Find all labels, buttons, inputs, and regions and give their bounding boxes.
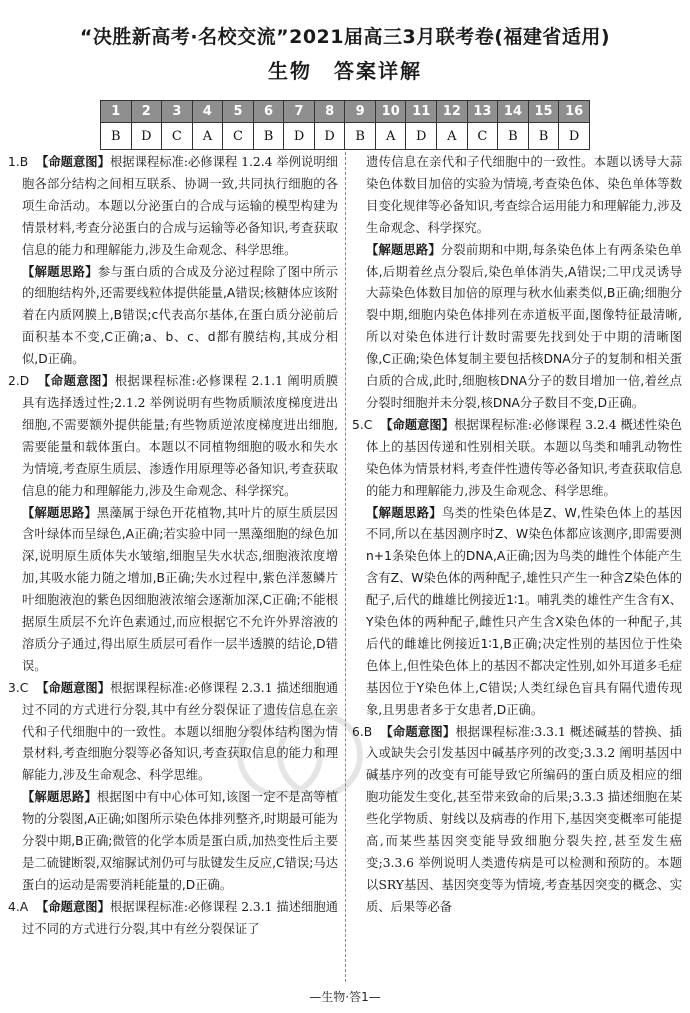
answer-table-answer-row [101,123,590,150]
intent-tag: 【命题意图】 [36,680,111,695]
answer-number-cell: 7 [284,101,315,123]
answer-value-cell: A [375,123,406,150]
intent-text: 根据课程标准:必修课程 2.3.1 描述细胞通过不同的方式进行分裂,其中有丝分裂保证了 [22,899,338,936]
intent-tag: 【命题意图】 [38,374,115,389]
answer-number-cell: 6 [253,101,284,123]
answer-value-cell: D [314,123,345,150]
question-number-answer: 3.C [8,680,29,695]
document-title: “决胜新高考·名校交流”2021届高三3月联考卷(福建省适用) [79,26,611,48]
continued-text: 遗传信息在亲代和子代细胞中的一致性。本题以诱导大蒜染色体数目加倍的实验为情境,考查染色体、染色单体等数目变化规律等必备知识,考查综合运用能力和理解能力,涉及生命观念、科学探究。 [366,155,682,235]
idea-tag: 【解题思路】 [366,505,442,520]
left-column [8,152,338,941]
answer-value-cell: D [406,123,437,150]
question-explanation [8,371,338,502]
answer-number-cell: 14 [498,101,529,123]
answer-number-cell: 10 [375,101,406,123]
question-number-answer: 4.A [8,899,29,914]
idea-text: 鸟类的性染色体是Z、W,性染色体上的基因不同,所以在基因测序时Z、W染色体都应该测序,即需要测n+1条染色体上的DNA,A正确;因为鸟类的雌性个体能产生含有Z、W染色体的两种配子,雄性只产生一种含Z染色体的配子,后代的雌雄比例接近1∶1。哺乳类的雄性产生含有X、Y染色体的两种配子,雌性只产生含X染色体的一种配子,其后代的雌雄比例接近1∶1,B正确;决定性别的基因位于性染色体上,但性染色体上的基因不都决定性别,如外耳道多毛症基因位于Y染色体上,C错误;人类红绿色盲具有隔代遗传现象,且男患者多于女患者,D正确。 [366,505,682,717]
answer-value-cell: B [253,123,284,150]
answer-number-cell: 1 [101,101,132,123]
answer-number-cell: 5 [223,101,254,123]
subject-label: 生物 [268,59,312,83]
idea-tag: 【解题思路】 [22,264,98,279]
answer-number-cell: 9 [345,101,376,123]
question-number-answer: 5.C [352,417,373,432]
answer-number-cell: 13 [467,101,498,123]
intent-tag: 【命题意图】 [36,899,110,914]
answer-number-cell: 16 [559,101,590,123]
idea-tag: 【解题思路】 [22,505,97,520]
answer-number-cell: 4 [192,101,223,123]
solution-idea [352,503,682,722]
answer-number-cell: 2 [131,101,162,123]
idea-text: 根据图中有中心体可知,该图一定不是高等植物的分裂图,A正确;如图所示染色体排列整齐,时期最可能为分裂中期,B正确;微管的化学本质是蛋白质,加热变性后主要是二硫键断裂,双缩脲试剂仍可与肽键发生反应,C错误;马达蛋白的运动是需要消耗能量的,D正确。 [22,790,338,892]
answer-value-cell: B [528,123,559,150]
idea-tag: 【解题思路】 [366,242,441,257]
question-explanation [8,152,338,262]
answer-value-cell: D [559,123,590,150]
solution-idea [352,240,682,415]
answer-number-cell: 8 [314,101,345,123]
idea-text: 分裂前期和中期,每条染色体上有两条染色单体,后期着丝点分裂后,染色单体消失,A错误;二甲戊灵诱导大蒜染色体数目加倍的原理与秋水仙素类似,B正确;细胞分裂中期,细胞内染色体排列在赤道板平面,图像特征最清晰,所以对染色体进行计数时需要先找到处于中期的清晰图像,C正确;染色体复制主要包括核DNA分子的复制和相关蛋白质的合成,此时,细胞核DNA分子的数目增加一倍,着丝点分裂时细胞并未分裂,核DNA分子数目不变,D正确。 [366,242,682,410]
solution-idea [8,503,338,678]
answer-table-number-row [101,101,590,123]
question-number-answer: 1.B [8,155,29,169]
answer-value-cell: B [498,123,529,150]
answer-number-cell: 3 [162,101,193,123]
answer-number-cell: 11 [406,101,437,123]
answer-value-cell: B [345,123,376,150]
intent-text: 根据课程标准:3.3.1 概述碱基的替换、插入或缺失会引发基因中碱基序列的改变;3.3.2 阐明基因中碱基序列的改变有可能导致它所编码的蛋白质及相应的细胞功能发生变化,甚至带来致命的后果;3.3.3 描述细胞在某些化学物质、射线以及病毒的作用下,基因突变概率可能提高,而某些基因突变能导致细胞分裂失控,甚至发生癌变;3.3.6 举例说明人类遗传病是可以检测和预防的。本题以SRY基因、基因突变等为情境,考查基因突变的概念、实质、后果等必备 [366,724,682,914]
answer-detail-label: 答案详解 [334,59,422,83]
question-explanation [352,722,682,919]
question-explanation [8,897,338,941]
question-explanation [352,415,682,503]
answer-number-cell: 12 [437,101,468,123]
intent-text: 根据课程标准:必修课程 2.3.1 描述细胞通过不同的方式进行分裂,其中有丝分裂保证了遗传信息在亲代和子代细胞中的一致性。本题以细胞分裂体结构图为情景材料,考查细胞分裂等必备知识,考查获取信息的能力和理解能力,涉及生命观念、科学思维。 [22,680,338,783]
answer-value-cell: A [437,123,468,150]
intent-text: 根据课程标准:必修课程 2.1.1 阐明质膜具有选择透过性;2.1.2 举例说明有些物质顺浓度梯度进出细胞,不需要额外提供能量;有些物质逆浓度梯度进出细胞,需要能量和载体蛋白。本题以不同植物细胞的吸水和失水为情境,考查原生质层、渗透作用原理等必备知识,考查获取信息的能力和理解能力,涉及生命观念、科学探究。 [22,374,338,498]
intent-tag: 【命题意图】 [380,417,455,432]
right-column [352,152,682,919]
idea-text: 黑藻属于绿色开花植物,其叶片的原生质层因含叶绿体而呈绿色,A正确;若实验中同一黑藻细胞的绿色加深,说明原生质体失水皱缩,细胞呈失水状态,细胞液浓度增加,其吸水能力随之增加,B正确;失水过程中,紫色洋葱鳞片叶细胞液泡的紫色因细胞液浓缩会逐渐加深,C正确;不能根据原生质层不允许色素通过,而应根据它不允许外界溶液的溶质分子通过,得出原生质层可看作一层半透膜的结论,D错误。 [22,505,338,673]
answer-table [100,100,590,150]
page-footer: —生物·答1— [309,990,381,1004]
solution-idea [8,262,338,372]
watermark-logo [225,700,375,810]
answer-value-cell: C [223,123,254,150]
question-number-answer: 2.D [8,374,30,389]
question-number-answer: 6.B [352,724,373,739]
answer-number-cell: 15 [528,101,559,123]
answer-value-cell: C [467,123,498,150]
answer-value-cell: B [101,123,132,150]
answer-value-cell: C [162,123,193,150]
column-divider [345,152,346,982]
answer-value-cell: D [131,123,162,150]
answer-value-cell: A [192,123,223,150]
intent-text: 根据课程标准:必修课程 3.2.4 概述性染色体上的基因传递和性别相关联。本题以鸟类和哺乳动物性染色体为情景材料,考查伴性遗传等必备知识,考查获取信息的能力和理解能力,涉及生命观念、科学思维。 [366,417,682,498]
idea-text: 参与蛋白质的合成及分泌过程除了图中所示的细胞结构外,还需要线粒体提供能量,A错误;核糖体应该附着在内质网膜上,B错误;c代表高尔基体,在蛋白质分泌前后面积基本不变,C正确;a、b、c、d都有膜结构,其成分相似,D正确。 [22,264,338,367]
intent-text: 根据课程标准:必修课程 1.2.4 举例说明细胞各部分结构之间相互联系、协调一致,共同执行细胞的各项生命活动。本题以分泌蛋白的合成与运输的模型构建为情景材料,考查分泌蛋白的合成与运输等必备知识,考查获取信息的能力和理解能力,涉及生命观念、科学思维。 [22,155,338,257]
intent-tag: 【命题意图】 [36,155,110,169]
intent-tag: 【命题意图】 [380,724,456,739]
document-subtitle [0,55,690,84]
idea-tag: 【解题思路】 [22,790,97,805]
answer-value-cell: D [284,123,315,150]
